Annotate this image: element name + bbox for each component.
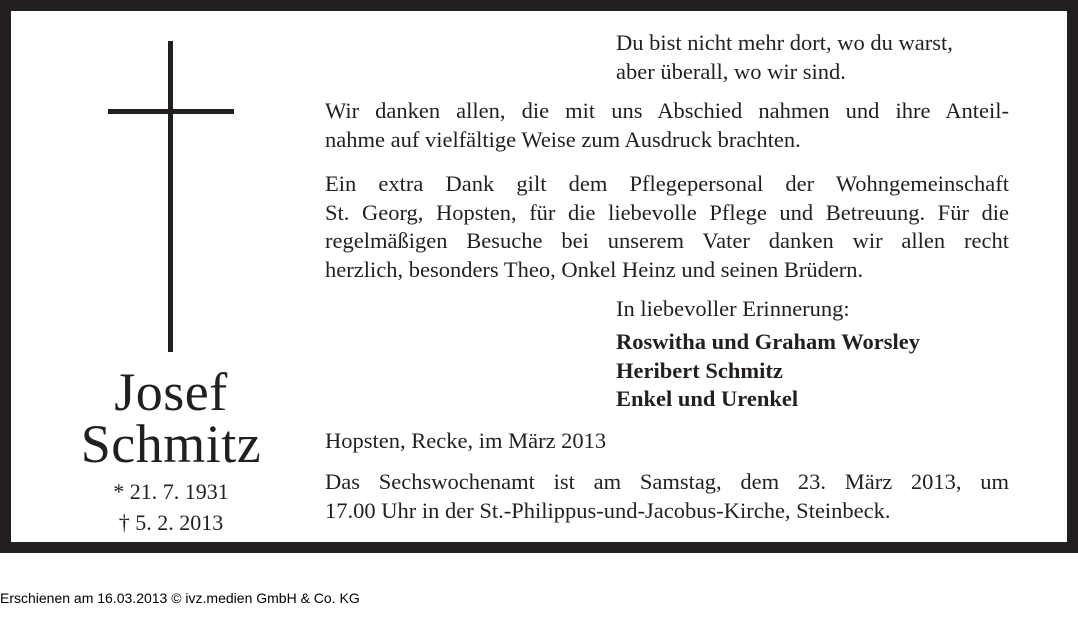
death-date: † 5. 2. 2013 xyxy=(118,510,224,535)
mourners-list xyxy=(616,328,920,414)
motto-line: Du bist nicht mehr dort, wo du warst, xyxy=(616,30,953,55)
birth-date: * 21. 7. 1931 xyxy=(113,479,229,504)
thanks-line: nahme auf vielfältige Weise zum Ausdruck brachten. xyxy=(325,126,801,152)
deceased-first-name: Josef xyxy=(114,362,228,422)
memory-intro: In liebevoller Erinnerung: xyxy=(616,296,850,321)
mourner-name: Enkel und Urenkel xyxy=(616,386,799,411)
thanks-paragraph xyxy=(325,97,1009,154)
publication-footer: Erschienen am 16.03.2013 © ivz.medien GmbH & Co. KG xyxy=(0,590,360,606)
extra-thanks-paragraph xyxy=(325,170,1009,284)
motto-line: aber überall, wo wir sind. xyxy=(616,58,846,84)
extra-line: regelmäßigen Besuche bei unserem Vater danken wir allen recht xyxy=(325,228,1009,253)
cross-icon xyxy=(168,41,173,352)
mourner-name: Heribert Schmitz xyxy=(616,357,783,383)
thanks-line: Wir danken allen, die mit uns Abschied nahmen und ihre Anteil- xyxy=(325,98,1009,123)
place-date: Hopsten, Recke, im März 2013 xyxy=(325,428,607,453)
cross-bar xyxy=(108,109,234,114)
service-line: Das Sechswochenamt ist am Samstag, dem 23. März 2013, um xyxy=(325,469,1009,494)
extra-line: herzlich, besonders Theo, Onkel Heinz und seinen Brüdern. xyxy=(325,256,864,282)
extra-line: St. Georg, Hopsten, für die liebevolle Pflege und Betreuung. Für die xyxy=(325,199,1009,225)
deceased-last-name: Schmitz xyxy=(80,414,262,474)
extra-line: Ein extra Dank gilt dem Pflegepersonal der Wohngemeinschaft xyxy=(325,171,1009,196)
motto xyxy=(616,29,953,86)
service-line: 17.00 Uhr in der St.-Philippus-und-Jacobus-Kirche, Steinbeck. xyxy=(325,497,891,523)
mourner-name: Roswitha und Graham Worsley xyxy=(616,329,921,354)
service-announcement xyxy=(325,468,1009,525)
